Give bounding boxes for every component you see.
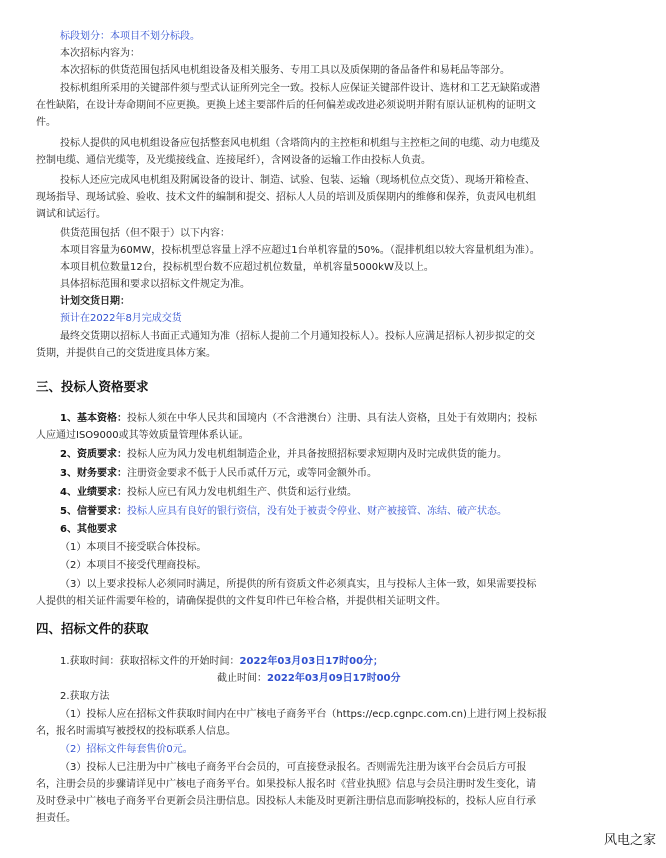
method-3-line2: 名，注册会员的步骤请详见中广核电子商务平台。如果投标人报名时《营业执照》信息与会员注册时发生变化，请 — [36, 779, 536, 790]
supply-capacity: 本项目容量为60MW，投标机型总容量上浮不应超过1台单机容量的50%。（混排机组以较大容量机组为准）。 — [60, 245, 540, 256]
start-time: 2022年03月03日17时00分； — [239, 656, 384, 667]
qualification-label: 4、业绩要求： — [60, 487, 127, 498]
qualification-text: 投标人应具有良好的银行资信，没有处于被责令停业、财产被接管、冻结、破产状态。 — [126, 506, 507, 517]
qualification-basic-cont: 人应通过ISO9000或其等效质量管理体系认证。 — [36, 430, 249, 441]
method-1-line2: 名，报名时需填写被授权的投标联系人信息。 — [36, 726, 236, 737]
lot-division: 标段划分：本项目不划分标段。 — [60, 31, 200, 42]
scope-paragraph-3-line2: 控制电缆、通信光缆等，及光缆接线盒、连接尾纤），含网设备的运输工作由投标人负责。 — [36, 155, 431, 166]
scope-paragraph-2-line2: 在性缺陷，在设计寿命期间不应更换。更换上述主要部件后的任何偏差或改进必须说明并附有原认证机构的证明文 — [36, 100, 536, 111]
method-3-line4: 担责任。 — [36, 813, 76, 824]
end-time: 2022年03月09日17时00分 — [267, 673, 401, 684]
deadline-label: 截止时间： — [217, 673, 267, 684]
acquisition-time-label: 1.获取时间：获取招标文件的开始时间： — [60, 656, 240, 667]
other-requirement-2: （2）本项目不接受代理商投标。 — [60, 560, 207, 571]
scope-paragraph-4-line1: 投标人还应完成风电机组及附属设备的设计、制造、试验、包装、运输（现场机位点交货）、现场开箱检查、 — [60, 175, 535, 186]
qualification-label: 6、其他要求 — [60, 524, 117, 535]
qualification-label: 5、信誉要求： — [60, 506, 127, 517]
delivery-note-line2: 货期，并提供自己的交货进度具体方案。 — [36, 348, 216, 359]
supply-scope-note: 具体招标范围和要求以招标文件规定为准。 — [60, 279, 250, 290]
scope-paragraph-3-line1: 投标人提供的风电机组设备应包括整套风电机组（含塔筒内的主控柜和机组与主控柜之间的电缆、动力电缆及 — [60, 138, 540, 149]
qualification-label: 3、财务要求： — [60, 468, 127, 479]
watermark-text: 风电之家 — [603, 833, 656, 848]
scope-paragraph-4-line2: 现场指导、现场试验、验收、技术文件的编制和提交、招标人人员的培训及质保期内的维修和保养，负责风电机组 — [36, 192, 536, 203]
scope-paragraph-2-line1: 投标机组所采用的关键部件须与型式认证所列完全一致。投标人应保证关键部件设计、选材和工艺无缺陷或潜 — [60, 83, 540, 94]
other-requirement-1: （1）本项目不接受联合体投标。 — [60, 542, 207, 553]
section-4-heading: 四、招标文件的获取 — [36, 621, 149, 636]
scope-title: 本次招标内容为： — [60, 48, 140, 59]
qualification-text: 注册资金要求不低于人民币贰仟万元，或等同金额外币。 — [126, 468, 377, 479]
other-requirement-3-line2: 人提供的相关证件需要年检的，请确保提供的文件复印件已年检合格，并提供相关证明文件。 — [36, 596, 446, 607]
other-requirement-3-line1: （3）以上要求投标人必须同时满足，所提供的所有资质文件必须真实，且与投标人主体一致，如果需要投标 — [60, 579, 537, 590]
qualification-finance — [60, 465, 377, 482]
qualification-other — [60, 521, 117, 538]
delivery-title: 计划交货日期： — [60, 296, 130, 307]
method-3-line3: 及时登录中广核电子商务平台更新会员注册信息。因投标人未能及时更新注册信息而影响投标的，投标人应自行承 — [36, 796, 536, 807]
supply-title: 供货范围包括（但不限于）以下内容： — [60, 228, 230, 239]
qualification-label: 1、基本资格： — [60, 413, 127, 424]
delivery-note-line1: 最终交货期以招标人书面正式通知为准（招标人提前二个月通知投标人）。投标人应满足招标人初步拟定的交 — [60, 331, 535, 342]
qualification-cert — [60, 446, 507, 463]
section-3-heading: 三、投标人资格要求 — [36, 379, 149, 394]
delivery-date: 预计在2022年8月完成交货 — [60, 313, 182, 324]
deadline — [217, 670, 401, 687]
scope-paragraph-2-line3: 件。 — [36, 117, 56, 128]
qualification-credit — [60, 503, 507, 520]
qualification-text: 投标人应为风力发电机组制造企业，并具备按照招标要求短期内及时完成供货的能力。 — [126, 449, 507, 460]
qualification-text: 投标人须在中华人民共和国境内（不含港澳台）注册、具有法人资格，且处于有效期内；投标 — [126, 413, 537, 424]
supply-units: 本项目机位数量12台，投标机型台数不应超过机位数量，单机容量5000kW及以上。 — [60, 262, 434, 273]
acquisition-time — [60, 653, 383, 670]
qualification-label: 2、资质要求： — [60, 449, 127, 460]
scope-paragraph-4-line3: 调试和试运行。 — [36, 209, 106, 220]
qualification-basic — [60, 410, 537, 427]
method-3-line1: （3）投标人已注册为中广核电子商务平台会员的，可直接登录报名。否则需先注册为该平台会员后方可报 — [60, 762, 527, 773]
method-title: 2.获取方法 — [60, 691, 110, 702]
scope-paragraph-1: 本次招标的供货范围包括风电机组设备及相关服务、专用工具以及质保期的备品备件和易耗品等部分。 — [60, 65, 510, 76]
method-2-price: （2）招标文件每套售价0元。 — [60, 744, 193, 755]
method-1-line1: （1）投标人应在招标文件获取时间内在中广核电子商务平台（https://ecp.cgnpc.com.cn)上进行网上投标报 — [60, 709, 547, 720]
qualification-performance — [60, 484, 357, 501]
qualification-text: 投标人应已有风力发电机组生产、供货和运行业绩。 — [126, 487, 357, 498]
